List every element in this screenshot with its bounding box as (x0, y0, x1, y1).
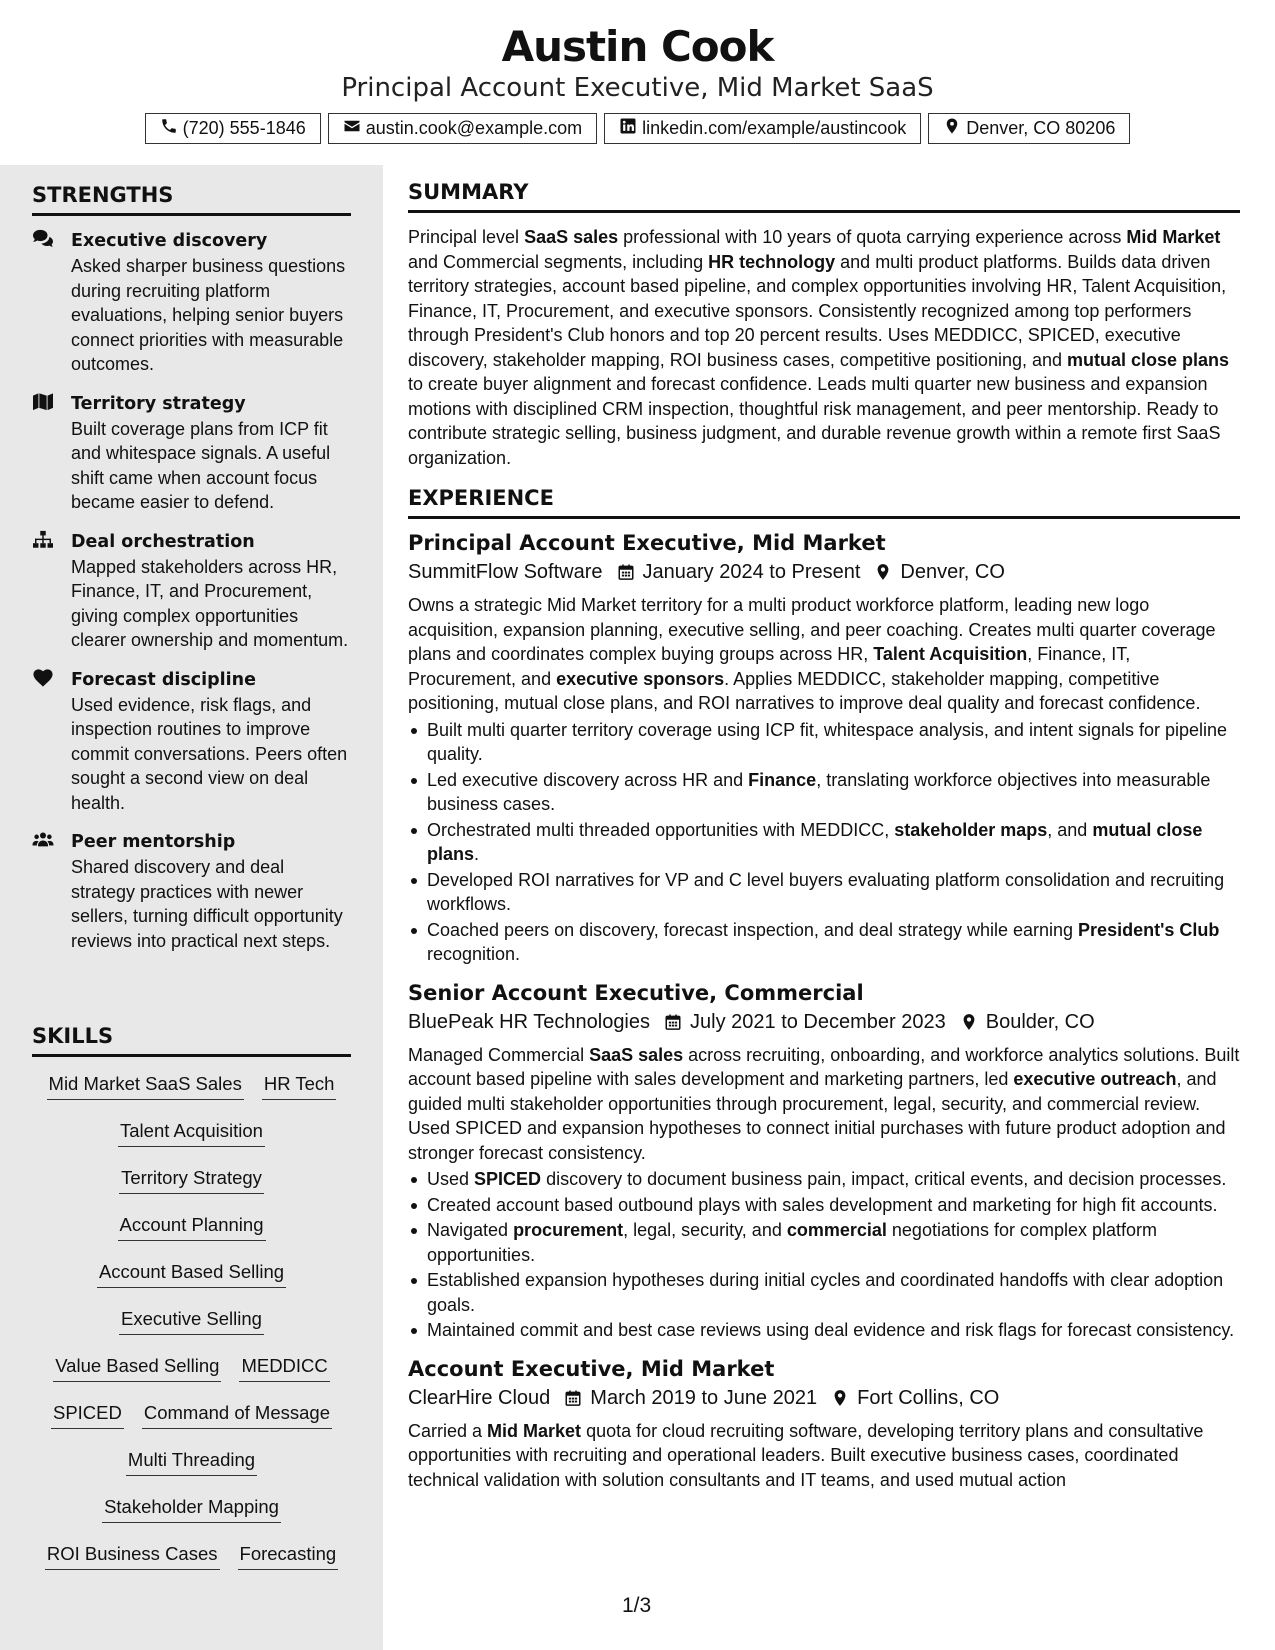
contact-phone (145, 113, 321, 144)
experience-heading: EXPERIENCE (408, 486, 1240, 519)
job-location: Denver, CO (900, 561, 1005, 583)
strength-description: Shared discovery and deal strategy practices with newer sellers, turning difficult opportunity reviews into practical next steps. (71, 857, 343, 951)
list-item: Established expansion hypotheses during initial cycles and coordinated handoffs with clear adoption goals. (408, 1268, 1240, 1317)
skills-list (32, 1057, 351, 1584)
skill-tag: Stakeholder Mapping (102, 1490, 281, 1523)
job-title: Account Executive, Mid Market (408, 1356, 775, 1381)
strength-item (32, 667, 351, 816)
list-item: Used SPICED discovery to document business pain, impact, critical events, and decision processes. (408, 1167, 1240, 1192)
list-item: Coached peers on discovery, forecast inspection, and deal strategy while earning President's Club recognition. (408, 918, 1240, 967)
skill-tag: Multi Threading (126, 1443, 257, 1476)
strengths-heading: STRENGTHS (32, 183, 351, 216)
job-company: SummitFlow Software (408, 561, 603, 583)
skill-tag: Value Based Selling (53, 1349, 221, 1382)
job-meta (408, 1007, 1240, 1037)
job-entry (408, 529, 1240, 967)
skill-tag: ROI Business Cases (45, 1537, 220, 1570)
skill-tag: Territory Strategy (119, 1161, 264, 1194)
skill-tag: MEDDICC (239, 1349, 329, 1382)
skill-tag: HR Tech (262, 1067, 337, 1100)
job-summary: Carried a Mid Market quota for cloud recruiting software, developing territory plans and consultative opportunities with recruiting and operational leaders. Built executive business cases, coordinated technical validation with solution consultants and IT teams, and used mutual action (408, 1420, 1204, 1490)
job-meta (408, 557, 1240, 587)
sitemap-icon (32, 530, 56, 550)
job-location: Fort Collins, CO (857, 1386, 1000, 1409)
experience-list (408, 529, 1240, 1492)
list-item: Developed ROI narratives for VP and C level buyers evaluating platform consolidation and recruiting workflows. (408, 868, 1240, 917)
map-pin-icon (960, 1013, 978, 1031)
contact-phone-text: (720) 555-1846 (182, 118, 306, 138)
comments-icon (32, 229, 56, 249)
resume-header (0, 0, 1275, 160)
skill-tag: Command of Message (142, 1396, 332, 1429)
contact-location-text: Denver, CO 80206 (966, 118, 1116, 138)
skill-tag: Mid Market SaaS Sales (47, 1067, 244, 1100)
strength-title: Territory strategy (71, 393, 246, 414)
strength-description: Built coverage plans from ICP fit and whitespace signals. A useful shift came when account focus became easier to defend. (71, 418, 331, 512)
job-location: Boulder, CO (985, 1010, 1095, 1033)
strength-description: Asked sharper business questions during recruiting platform evaluations, helping senior buyers connect priorities with measurable outcomes. (71, 256, 346, 374)
contact-linkedin[interactable] (604, 113, 921, 144)
phone-icon (160, 117, 178, 140)
sidebar (0, 165, 383, 1650)
job-dates: July 2021 to December 2023 (690, 1010, 946, 1033)
contact-linkedin-text: linkedin.com/example/austincook (642, 118, 907, 138)
job-dates: January 2024 to Present (642, 561, 861, 583)
calendar-icon (617, 563, 635, 581)
list-item: Led executive discovery across HR and Finance, translating workforce objectives into measurable business cases. (408, 768, 1240, 817)
strength-description: Mapped stakeholders across HR, Finance, IT, and Procurement, giving complex opportunities clearer ownership and momentum. (71, 556, 349, 650)
skill-tag: Forecasting (238, 1537, 339, 1570)
skill-tag: Account Based Selling (97, 1255, 286, 1288)
envelope-icon (343, 117, 361, 140)
summary-heading: SUMMARY (408, 180, 1240, 213)
contact-email[interactable] (328, 113, 597, 144)
job-entry (408, 979, 1240, 1343)
map-icon (32, 392, 56, 412)
job-summary: Owns a strategic Mid Market territory for a multi product workforce platform, leading new logo acquisition, expansion planning, executive selling, and peer coaching. Creates multi quarter coverage plans and coordinates complex buying groups across HR, Talent Acquisition, Finance, IT, Procurement, and executive sponsors. Applies MEDDICC, stakeholder mapping, competitive positioning, mutual close plans, and ROI narratives to improve deal quality and forecast confidence. (408, 595, 1216, 713)
job-summary: Managed Commercial SaaS sales across recruiting, onboarding, and workforce analytics solutions. Built account based pipeline with sales development and marketing partners, led executive outreach, and guided multi stakeholder opportunities through procurement, legal, security, and commercial review. Used SPICED and expansion hypotheses to connect initial purchases with future product adoption and stronger forecast consistency. (408, 1044, 1240, 1163)
heart-icon (32, 668, 56, 688)
list-item: Navigated procurement, legal, security, and commercial negotiations for complex platform opportunities. (408, 1218, 1240, 1267)
strength-title: Peer mentorship (71, 832, 236, 852)
calendar-icon (664, 1013, 682, 1031)
strength-title: Forecast discipline (71, 669, 256, 690)
linkedin-icon (619, 117, 637, 140)
job-bullets (408, 718, 1240, 967)
skill-tag: Executive Selling (119, 1302, 264, 1335)
job-title: Principal Account Executive, Mid Market (408, 531, 886, 555)
job-dates: March 2019 to June 2021 (590, 1386, 818, 1409)
map-pin-icon (874, 563, 892, 581)
page-number: 1/3 (622, 1594, 652, 1617)
list-item: Built multi quarter territory coverage using ICP fit, whitespace analysis, and intent signals for pipeline quality. (408, 718, 1240, 767)
skills-heading: SKILLS (32, 1024, 351, 1057)
job-company: BluePeak HR Technologies (408, 1010, 651, 1033)
job-bullets (408, 1167, 1240, 1343)
skill-tag: Talent Acquisition (118, 1114, 265, 1147)
candidate-title: Principal Account Executive, Mid Market SaaS (341, 73, 934, 103)
skill-tag: SPICED (51, 1396, 124, 1429)
skills-section (32, 1024, 351, 1584)
strength-description: Used evidence, risk flags, and inspection routines to improve commit conversations. Peers often sought a second view on deal health. (71, 694, 348, 813)
strength-title: Deal orchestration (71, 531, 255, 552)
contact-bar (0, 113, 1275, 144)
contact-email-text: austin.cook@example.com (365, 118, 583, 138)
contact-location (928, 113, 1130, 144)
strength-item (32, 829, 351, 953)
strengths-section (32, 183, 351, 967)
map-pin-icon (943, 117, 961, 140)
candidate-name: Austin Cook (501, 22, 774, 71)
job-meta (408, 1383, 1240, 1413)
job-company: ClearHire Cloud (408, 1386, 551, 1409)
summary-text: Principal level SaaS sales professional with 10 years of quota carrying experience across Mid Market and Commercial segments, including HR technology and multi product platforms. Builds data driven territory strategies, account based pipeline, and complex opportunities involving HR, Talent Acquisition, Finance, IT, Procurement, and executive sponsors. Consistently recognized among top performers through President's Club honors and top 20 percent results. Uses MEDDICC, SPICED, executive discovery, stakeholder mapping, ROI business cases, competitive positioning, and mutual close plans to create buyer alignment and forecast confidence. Leads multi quarter new business and expansion motions with disciplined CRM inspection, thoughtful risk management, and peer mentorship. Ready to contribute strategic selling, business judgment, and durable revenue growth within a remote first SaaS organization. (408, 227, 1230, 468)
job-entry (408, 1355, 1240, 1493)
list-item: Created account based outbound plays with sales development and marketing for high fit accounts. (408, 1193, 1240, 1218)
job-title: Senior Account Executive, Commercial (408, 980, 864, 1005)
calendar-icon (564, 1389, 582, 1407)
strength-item (32, 228, 351, 377)
users-icon (32, 830, 56, 850)
strength-title: Executive discovery (71, 231, 268, 251)
main-content (408, 180, 1240, 1492)
strength-item (32, 391, 351, 515)
list-item: Maintained commit and best case reviews using deal evidence and risk flags for forecast consistency. (408, 1318, 1240, 1343)
list-item: Orchestrated multi threaded opportunities with MEDDICC, stakeholder maps, and mutual close plans. (408, 818, 1240, 867)
strength-item (32, 529, 351, 653)
map-pin-icon (831, 1389, 849, 1407)
skill-tag: Account Planning (118, 1208, 266, 1241)
